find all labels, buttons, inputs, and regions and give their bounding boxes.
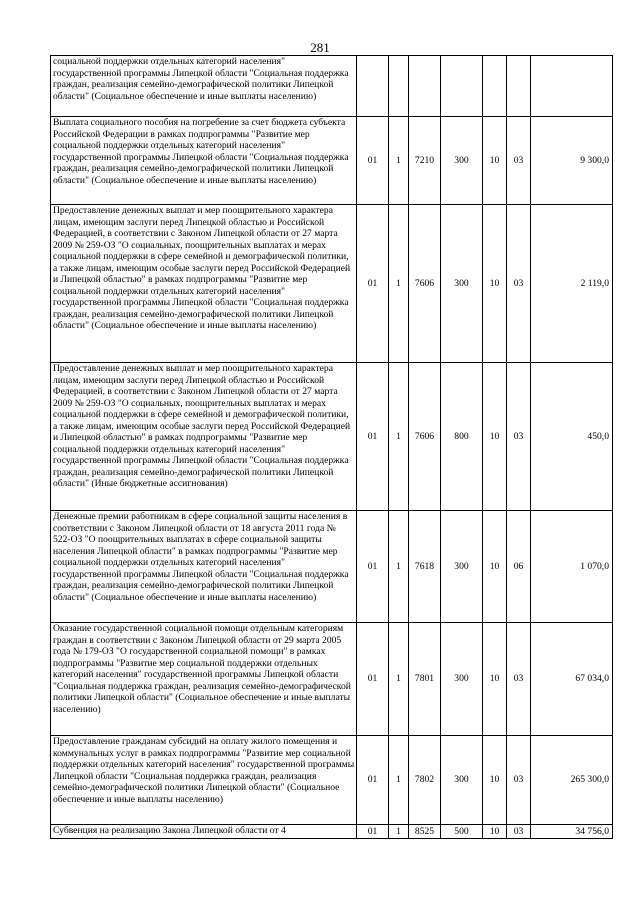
direction-code-cell: 7606 xyxy=(409,363,441,511)
program-code-cell xyxy=(357,56,389,117)
row-description: Предоставление денежных выплат и мер поощрительного характера лицам, имеющим заслуги перед Липецкой областью и Российской Федерацией, в соответствии с Законом Липецкой области от 27 марта 2009 № 259-ОЗ "О социальных, поощрительных выплатах и мерах социальной поддержки в сфере семейной и демографической политики, а также лицам, имеющим особые заслуги перед Российской Федерацией и Липецкой областью" в рамках подпрограммы "Развитие мер социальной поддержки отдельных категорий населения" государственной программы Липецкой области "Социальная поддержка граждан, реализация семейно-демографической политики Липецкой области" (Социальное обеспечение и иные выплаты населению) xyxy=(51,205,357,363)
subsection-cell: 03 xyxy=(507,623,531,736)
expense-type-cell xyxy=(441,56,483,117)
section-cell: 10 xyxy=(483,623,507,736)
table-row xyxy=(51,205,613,363)
expense-type-cell: 300 xyxy=(441,623,483,736)
row-description: Денежные премии работникам в сфере социальной защиты населения в соответствии с Законом Липецкой области от 18 августа 2011 года № 522-ОЗ "О поощрительных выплатах в сфере социальной защиты населения Липецкой области" в рамках подпрограммы "Развитие мер социальной поддержки отдельных категорий населения" государственной программы Липецкой области "Социальная поддержка граждан, реализация семейно-демографической политики Липецкой области" (Социальное обеспечение и иные выплаты населению) xyxy=(51,511,357,623)
program-code-cell: 01 xyxy=(357,117,389,205)
subprogram-code-cell xyxy=(389,56,409,117)
direction-code-cell: 7801 xyxy=(409,623,441,736)
row-description: Выплата социального пособия на погребение за счет бюджета субъекта Российской Федерации в рамках подпрограммы "Развитие мер социальной поддержки отдельных категорий населения" государственной программы Липецкой области "Социальная поддержка граждан, реализация семейно-демографической политики Липецкой области" (Социальное обеспечение и иные выплаты населению) xyxy=(51,117,357,205)
program-code-cell: 01 xyxy=(357,736,389,825)
section-cell: 10 xyxy=(483,511,507,623)
direction-code-cell: 7210 xyxy=(409,117,441,205)
expense-type-cell: 300 xyxy=(441,117,483,205)
table-row xyxy=(51,56,613,117)
amount-cell: 265 300,0 xyxy=(531,736,613,825)
section-cell: 10 xyxy=(483,736,507,825)
expense-type-cell: 300 xyxy=(441,736,483,825)
subprogram-code-cell: 1 xyxy=(389,736,409,825)
program-code-cell: 01 xyxy=(357,363,389,511)
table-row xyxy=(51,623,613,736)
table-row xyxy=(51,511,613,623)
amount-cell: 67 034,0 xyxy=(531,623,613,736)
table-row xyxy=(51,117,613,205)
subsection-cell: 06 xyxy=(507,511,531,623)
row-description: Субвенция на реализацию Закона Липецкой области от 4 xyxy=(51,825,357,839)
subsection-cell: 03 xyxy=(507,363,531,511)
expense-type-cell: 800 xyxy=(441,363,483,511)
direction-code-cell: 7618 xyxy=(409,511,441,623)
subprogram-code-cell: 1 xyxy=(389,363,409,511)
subprogram-code-cell: 1 xyxy=(389,623,409,736)
section-cell: 10 xyxy=(483,363,507,511)
section-cell: 10 xyxy=(483,117,507,205)
section-cell: 10 xyxy=(483,205,507,363)
subsection-cell: 03 xyxy=(507,736,531,825)
section-cell xyxy=(483,56,507,117)
subsection-cell: 03 xyxy=(507,117,531,205)
expense-type-cell: 300 xyxy=(441,205,483,363)
amount-cell: 34 756,0 xyxy=(531,825,613,839)
section-cell: 10 xyxy=(483,825,507,839)
program-code-cell: 01 xyxy=(357,825,389,839)
amount-cell: 9 300,0 xyxy=(531,117,613,205)
direction-code-cell: 8525 xyxy=(409,825,441,839)
amount-cell: 2 119,0 xyxy=(531,205,613,363)
expense-type-cell: 300 xyxy=(441,511,483,623)
direction-code-cell: 7802 xyxy=(409,736,441,825)
row-description: Предоставление денежных выплат и мер поощрительного характера лицам, имеющим заслуги перед Липецкой областью и Российской Федерацией, в соответствии с Законом Липецкой области от 27 марта 2009 № 259-ОЗ "О социальных, поощрительных выплатах и мерах социальной поддержки в сфере семейной и демографической политики, а также лицам, имеющим особые заслуги перед Российской Федерацией и Липецкой областью" в рамках подпрограммы "Развитие мер социальной поддержки отдельных категорий населения" государственной программы Липецкой области "Социальная поддержка граждан, реализация семейно-демографической политики Липецкой области" (Иные бюджетные ассигнования) xyxy=(51,363,357,511)
subprogram-code-cell: 1 xyxy=(389,205,409,363)
program-code-cell: 01 xyxy=(357,623,389,736)
expense-type-cell: 500 xyxy=(441,825,483,839)
amount-cell: 1 070,0 xyxy=(531,511,613,623)
direction-code-cell: 7606 xyxy=(409,205,441,363)
amount-cell xyxy=(531,56,613,117)
row-description: социальной поддержки отдельных категорий населения" государственной программы Липецкой области "Социальная поддержка граждан, реализация семейно-демографической политики Липецкой области" (Социальное обеспечение и иные выплаты населению) xyxy=(51,56,357,117)
subsection-cell xyxy=(507,56,531,117)
table-row xyxy=(51,363,613,511)
direction-code-cell xyxy=(409,56,441,117)
subsection-cell: 03 xyxy=(507,205,531,363)
row-description: Оказание государственной социальной помощи отдельным категориям граждан в соответствии с Законом Липецкой области от 29 марта 2005 года № 179-ОЗ "О государственной социальной помощи" в рамках подпрограммы "Развитие мер социальной поддержки отдельных категорий населения" государственной программы Липецкой области "Социальная поддержка граждан, реализация семейно-демографической политики Липецкой области" (Социальное обеспечение и иные выплаты населению) xyxy=(51,623,357,736)
table-row xyxy=(51,736,613,825)
page-number: 281 xyxy=(310,40,330,55)
subprogram-code-cell: 1 xyxy=(389,825,409,839)
amount-cell: 450,0 xyxy=(531,363,613,511)
subsection-cell: 03 xyxy=(507,825,531,839)
subprogram-code-cell: 1 xyxy=(389,511,409,623)
program-code-cell: 01 xyxy=(357,205,389,363)
budget-table xyxy=(50,55,613,839)
table-row xyxy=(51,825,613,839)
subprogram-code-cell: 1 xyxy=(389,117,409,205)
program-code-cell: 01 xyxy=(357,511,389,623)
row-description: Предоставление гражданам субсидий на оплату жилого помещения и коммунальных услуг в рамках подпрограммы "Развитие мер социальной поддержки отдельных категорий населения" государственной программы Липецкой области "Социальная поддержка граждан, реализация семейно-демографической политики Липецкой области" (Социальное обеспечение и иные выплаты населению) xyxy=(51,736,357,825)
